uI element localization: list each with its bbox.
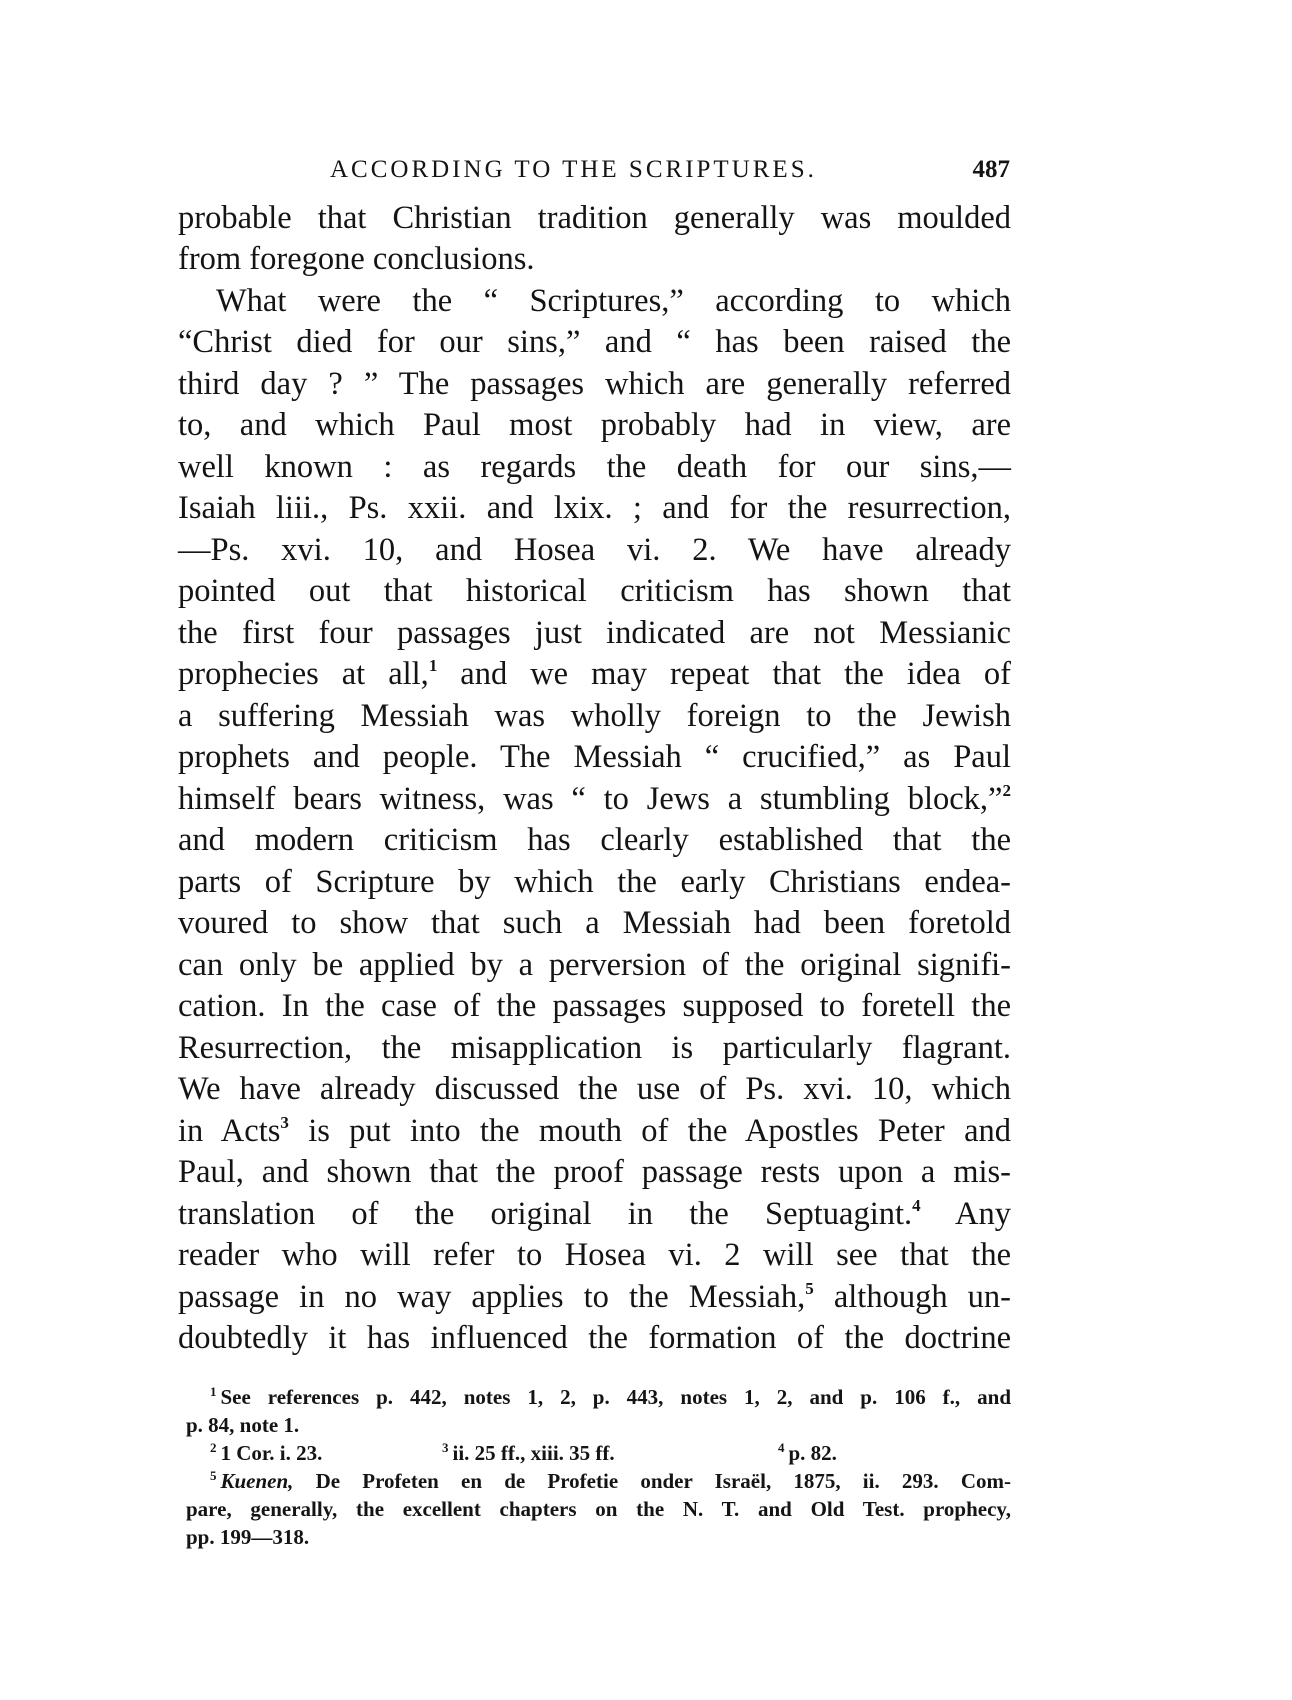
text-line: voured to show that such a Messiah had been foretold [178, 905, 1011, 941]
footnote-5 [210, 1467, 1011, 1495]
running-title: ACCORDING TO THE SCRIPTURES. [330, 156, 817, 183]
footnote-mark: 1 [210, 1384, 217, 1399]
text-line: pointed out that historical criticism has shown that [178, 573, 1011, 609]
footnote-text: ii. 25 ff., xiii. 35 ff. [452, 1441, 615, 1465]
text-run: and we may repeat that the idea of [437, 656, 1011, 692]
text-line: can only be applied by a perversion of the original signifi- [178, 947, 1011, 983]
footnote-ref-2: 2 [1002, 781, 1011, 800]
text-line: parts of Scripture by which the early Christians endea- [178, 864, 1011, 900]
footnote-ref-3: 3 [280, 1113, 289, 1132]
text-line: well known : as regards the death for our sins,— [178, 449, 1011, 485]
text-run: passage in no way applies to the Messiah, [178, 1279, 806, 1315]
text-line: What were the “ Scriptures,” according to which [216, 283, 1011, 319]
text-run: Any [920, 1196, 1011, 1232]
footnote-row [210, 1439, 980, 1467]
text-line: Isaiah liii., Ps. xxii. and lxix. ; and for the resurrection, [178, 490, 1011, 526]
text-line: doubtedly it has influenced the formation of the doctrine [178, 1320, 1011, 1356]
footnote-2 [210, 1439, 322, 1467]
text-run: himself bears witness, was “ to Jews a stumbling block,” [178, 781, 1003, 817]
footnote-5-cont: pare, generally, the excellent chapters on the N. T. and Old Test. prophecy, [186, 1497, 1011, 1521]
text-line: prophets and people. The Messiah “ crucified,” as Paul [178, 739, 1011, 775]
footnote-text: See references p. 442, notes 1, 2, p. 443, notes 1, 2, and p. 106 f., and [220, 1385, 1011, 1409]
footnote-text: p. 82. [788, 1441, 837, 1465]
footnote-mark: 5 [210, 1468, 217, 1483]
text-line: “Christ died for our sins,” and “ has been raised the [178, 324, 1011, 360]
footnote-mark: 2 [210, 1440, 217, 1455]
text-line: probable that Christian tradition generally was moulded [178, 200, 1011, 236]
text-run: in Acts [178, 1113, 281, 1149]
footnote-1 [210, 1383, 1011, 1411]
text-run: is put into the mouth of the Apostles Peter and [288, 1113, 1011, 1149]
text-line [178, 654, 1011, 694]
text-line: reader who will refer to Hosea vi. 2 will see that the [178, 1237, 1011, 1273]
text-line: to, and which Paul most probably had in view, are [178, 407, 1011, 443]
footnote-author: Kuenen, [220, 1469, 294, 1493]
text-line: cation. In the case of the passages supposed to foretell the [178, 988, 1011, 1024]
footnote-mark: 3 [442, 1440, 449, 1455]
text-line: and modern criticism has clearly established that the [178, 822, 1011, 858]
text-line [178, 779, 1011, 819]
text-line: Resurrection, the misapplication is particularly flagrant. [178, 1030, 1011, 1066]
text-run: although un- [813, 1279, 1012, 1315]
text-line [178, 1194, 1011, 1234]
footnote-text: De Profeten en de Profetie onder Israël, 1875, ii. 293. Com- [293, 1469, 1011, 1493]
footnote-ref-4: 4 [912, 1196, 921, 1215]
text-run: translation of the original in the Septuagint. [178, 1196, 913, 1232]
text-line [178, 1111, 1011, 1151]
page-number: 487 [972, 156, 1010, 183]
text-line: from foregone conclusions. [178, 241, 535, 277]
footnote-3 [442, 1439, 615, 1467]
text-run: prophecies at all, [178, 656, 429, 692]
footnote-5-cont: pp. 199—318. [186, 1525, 310, 1549]
footnote-ref-5: 5 [805, 1279, 814, 1298]
text-line: —Ps. xvi. 10, and Hosea vi. 2. We have already [178, 532, 1011, 568]
footnote-1-cont: p. 84, note 1. [186, 1413, 300, 1437]
footnote-text: 1 Cor. i. 23. [220, 1441, 323, 1465]
footnote-ref-1: 1 [428, 656, 438, 675]
text-line: the first four passages just indicated are not Messianic [178, 615, 1011, 651]
text-line: Paul, and shown that the proof passage rests upon a mis- [178, 1154, 1011, 1190]
page-header [330, 150, 1010, 190]
text-line: third day ? ” The passages which are generally referred [178, 366, 1011, 402]
text-line: a suffering Messiah was wholly foreign to the Jewish [178, 698, 1011, 734]
text-line: We have already discussed the use of Ps. xvi. 10, which [178, 1071, 1011, 1107]
footnote-4 [778, 1439, 837, 1467]
footnote-mark: 4 [778, 1440, 785, 1455]
text-line [178, 1277, 1011, 1317]
